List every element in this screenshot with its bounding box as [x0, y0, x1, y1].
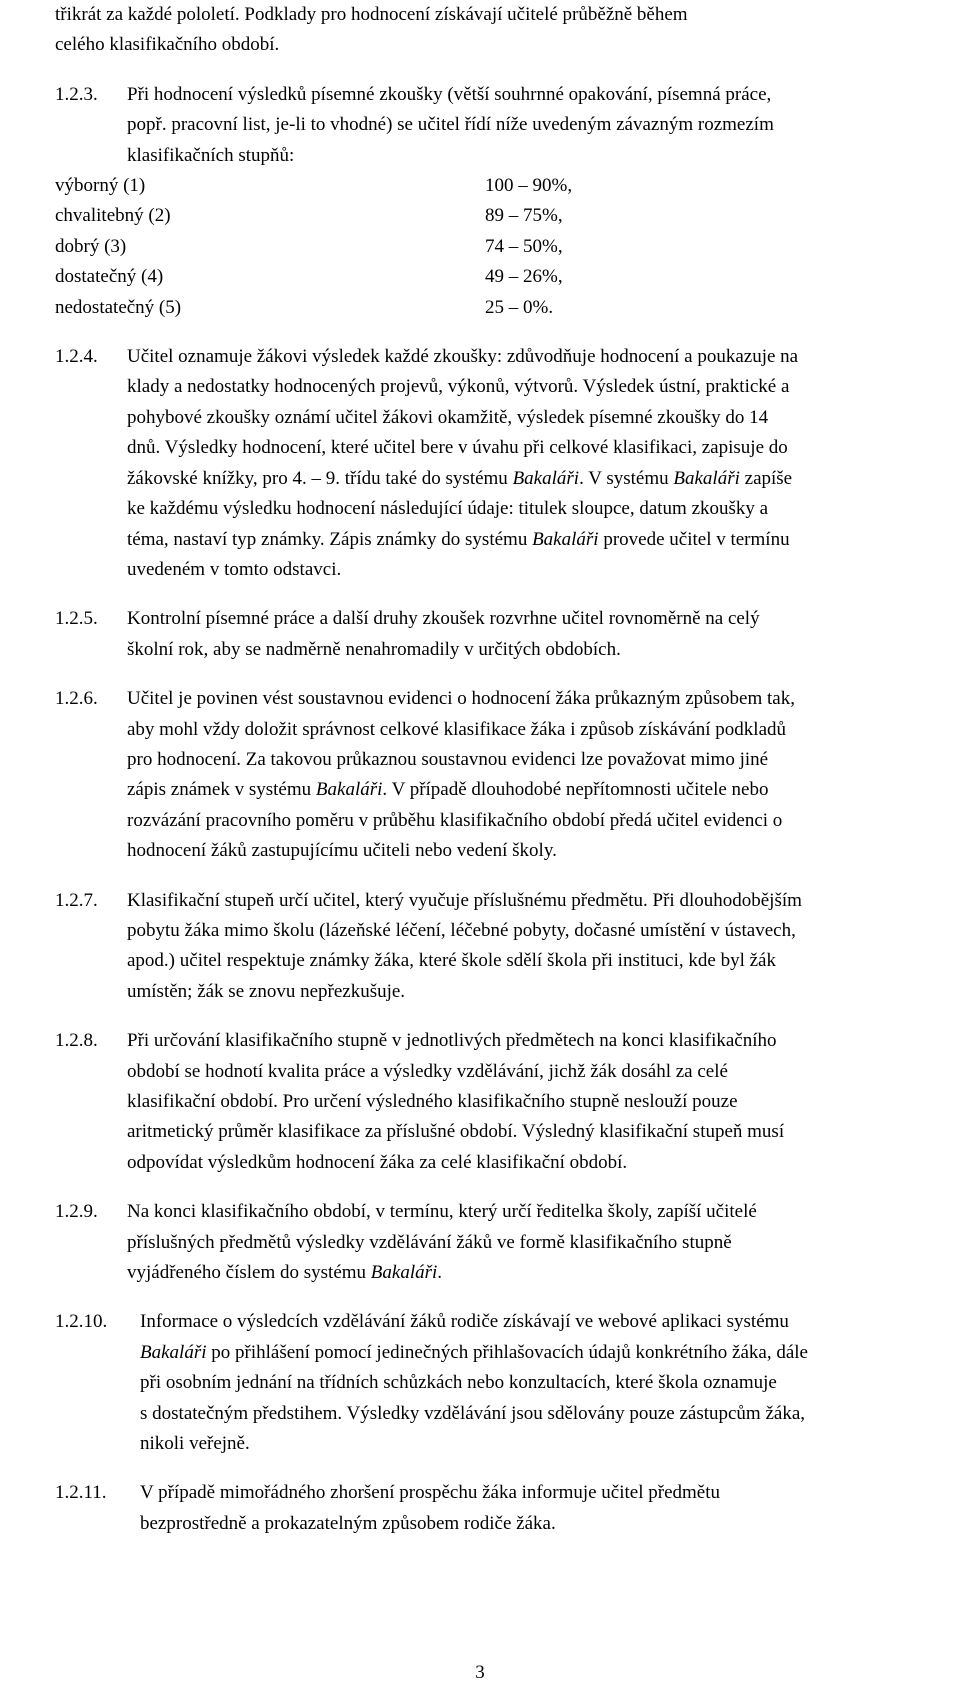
item-line: klady a nedostatky hodnocených projevů, výkonů, výtvorů. Výsledek ústní, praktické a — [127, 376, 790, 398]
item-line: Informace o výsledcích vzdělávání žáků rodiče získávají ve webové aplikaci systému — [140, 1311, 789, 1333]
grade-row — [55, 232, 939, 262]
item-line: s dostatečným předstihem. Výsledky vzdělávání jsou sdělovány pouze zástupcům žáka, — [140, 1402, 805, 1424]
numbered-item — [55, 1478, 939, 1539]
item-line: Učitel je povinen vést soustavnou evidenci o hodnocení žáka průkazným způsobem tak, — [127, 688, 795, 710]
grade-name: dobrý (3) — [55, 235, 127, 257]
numbered-item — [55, 80, 939, 171]
item-line: V případě mimořádného zhoršení prospěchu žáka informuje učitel předmětu — [140, 1482, 721, 1504]
item-number: 1.2.5. — [55, 608, 98, 630]
intro-line: celého klasifikačního období. — [55, 34, 280, 56]
numbered-item — [55, 684, 939, 866]
item-number: 1.2.11. — [55, 1482, 107, 1504]
grade-range: 100 – 90%, — [485, 175, 573, 197]
italic-term: Bakaláři — [673, 467, 740, 489]
item-line: aby mohl vždy doložit správnost celkové klasifikace žáka i způsob získávání podkladů — [127, 718, 787, 740]
numbered-item — [55, 604, 939, 665]
italic-term: Bakaláři — [370, 1262, 438, 1284]
item-text — [127, 604, 939, 665]
item-line: pro hodnocení. Za takovou průkaznou soustavnou evidenci lze považovat mimo jiné — [127, 748, 769, 770]
item-line: žákovské knížky, pro 4. – 9. třídu také do systému Bakaláři. V systému Bakaláři zapíše — [127, 467, 793, 489]
item-line: dnů. Výsledky hodnocení, které učitel bere v úvahu při celkové klasifikaci, zapisuje do — [127, 437, 788, 459]
item-text — [127, 684, 939, 866]
item-line: Klasifikační stupeň určí učitel, který vyučuje příslušnému předmětu. Při dlouhodobějším — [127, 889, 802, 911]
item-line: Při hodnocení výsledků písemné zkoušky (větší souhrnné opakování, písemná práce, — [127, 83, 772, 105]
grade-name: dostatečný (4) — [55, 266, 164, 288]
item-line: Bakaláři po přihlášení pomocí jedinečných přihlašovacích údajů konkrétního žáka, dále — [140, 1341, 808, 1363]
grade-name: chvalitebný (2) — [55, 205, 171, 227]
item-line: klasifikační období. Pro určení výsledného klasifikačního stupně neslouží pouze — [127, 1091, 738, 1112]
item-line: téma, nastaví typ známky. Zápis známky do systému Bakaláři provede učitel v termínu — [127, 528, 790, 550]
page-number: 3 — [475, 1662, 485, 1683]
numbered-item — [55, 1307, 939, 1459]
item-number: 1.2.7. — [55, 889, 98, 911]
item-line: klasifikačních stupňů: — [127, 144, 295, 166]
item-line: odpovídat výsledkům hodnocení žáka za celé klasifikační období. — [127, 1151, 628, 1173]
item-line: uvedeném v tomto odstavci. — [127, 558, 342, 580]
item-number: 1.2.3. — [55, 83, 98, 105]
item-line: Na konci klasifikačního období, v termínu, který určí ředitelka školy, zapíší učitelé — [127, 1201, 757, 1223]
item-line: popř. pracovní list, je-li to vhodné) se učitel řídí níže uvedeným závazným rozmezím — [127, 114, 774, 136]
item-text — [140, 1307, 939, 1459]
italic-term: Bakaláři — [532, 528, 599, 550]
italic-term: Bakaláři — [315, 779, 383, 801]
item-line: období se hodnotí kvalita práce a výsledky vzdělávání, jichž žák dosáhl za celé — [127, 1060, 728, 1082]
numbered-item — [55, 1197, 939, 1288]
grade-row — [55, 262, 939, 292]
item-line: bezprostředně a prokazatelným způsobem rodiče žáka. — [140, 1512, 556, 1534]
item-line: vyjádřeného číslem do systému Bakaláři. — [127, 1262, 443, 1284]
item-line: školní rok, aby se nadměrně nenahromadily v určitých obdobích. — [127, 638, 621, 660]
item-text — [127, 80, 939, 171]
item-number: 1.2.8. — [55, 1030, 98, 1052]
item-text — [127, 886, 939, 1008]
grade-name: nedostatečný (5) — [55, 296, 182, 318]
item-line: ke každému výsledku hodnocení následující údaje: titulek sloupce, datum zkoušky a — [127, 498, 769, 520]
item-line: rozvázání pracovního poměru v průběhu klasifikačního období předá učitel evidenci o — [127, 809, 783, 831]
item-number: 1.2.9. — [55, 1201, 98, 1223]
italic-term: Bakaláři — [140, 1341, 207, 1363]
grade-row — [55, 171, 939, 201]
grade-name: výborný (1) — [55, 175, 146, 197]
item-line: příslušných předmětů výsledky vzdělávání žáků ve formě klasifikačního stupně — [127, 1231, 732, 1253]
document-page — [55, 0, 939, 1539]
item-line: umístěn; žák se znovu nepřezkušuje. — [127, 980, 406, 1002]
intro-paragraph — [55, 0, 939, 61]
items-list — [55, 80, 939, 1539]
italic-term: Bakaláři — [512, 467, 580, 489]
numbered-item — [55, 342, 939, 585]
item-text — [127, 1026, 939, 1178]
item-line: aritmetický průměr klasifikace za příslušné období. Výsledný klasifikační stupeň musí — [127, 1121, 785, 1143]
numbered-item — [55, 1026, 939, 1178]
grade-row — [55, 293, 939, 323]
numbered-item — [55, 886, 939, 1008]
item-line: pohybové zkoušky oznámí učitel žákovi okamžitě, výsledek písemné zkoušky do 14 — [127, 406, 769, 428]
item-line: hodnocení žáků zastupujícímu učiteli nebo vedení školy. — [127, 840, 557, 862]
item-line: apod.) učitel respektuje známky žáka, které škole sdělí škola při instituci, kde byl žák — [127, 950, 776, 972]
item-text — [127, 1197, 939, 1288]
item-text — [127, 342, 939, 585]
grade-range: 49 – 26%, — [485, 266, 563, 288]
item-text — [140, 1478, 939, 1539]
intro-line: třikrát za každé pololetí. Podklady pro hodnocení získávají učitelé průběžně během — [55, 4, 688, 25]
item-line: Učitel oznamuje žákovi výsledek každé zkoušky: zdůvodňuje hodnocení a poukazuje na — [127, 346, 799, 368]
item-line: pobytu žáka mimo školu (lázeňské léčení, léčebné pobyty, dočasné umístění v ústavech, — [127, 919, 796, 941]
grade-row — [55, 201, 939, 231]
item-number: 1.2.4. — [55, 346, 98, 368]
item-line: při osobním jednání na třídních schůzkách nebo konzultacích, které škola oznamuje — [140, 1372, 777, 1394]
item-number: 1.2.6. — [55, 688, 98, 710]
item-line: zápis známek v systému Bakaláři. V případě dlouhodobé nepřítomnosti učitele nebo — [127, 779, 769, 801]
item-line: Kontrolní písemné práce a další druhy zkoušek rozvrhne učitel rovnoměrně na celý — [127, 608, 760, 630]
grade-range: 25 – 0%. — [485, 296, 554, 318]
grade-range: 89 – 75%, — [485, 205, 563, 227]
item-number: 1.2.10. — [55, 1311, 108, 1333]
item-line: nikoli veřejně. — [140, 1433, 250, 1455]
item-line: Při určování klasifikačního stupně v jednotlivých předmětech na konci klasifikačního — [127, 1030, 777, 1052]
grade-range: 74 – 50%, — [485, 235, 563, 257]
